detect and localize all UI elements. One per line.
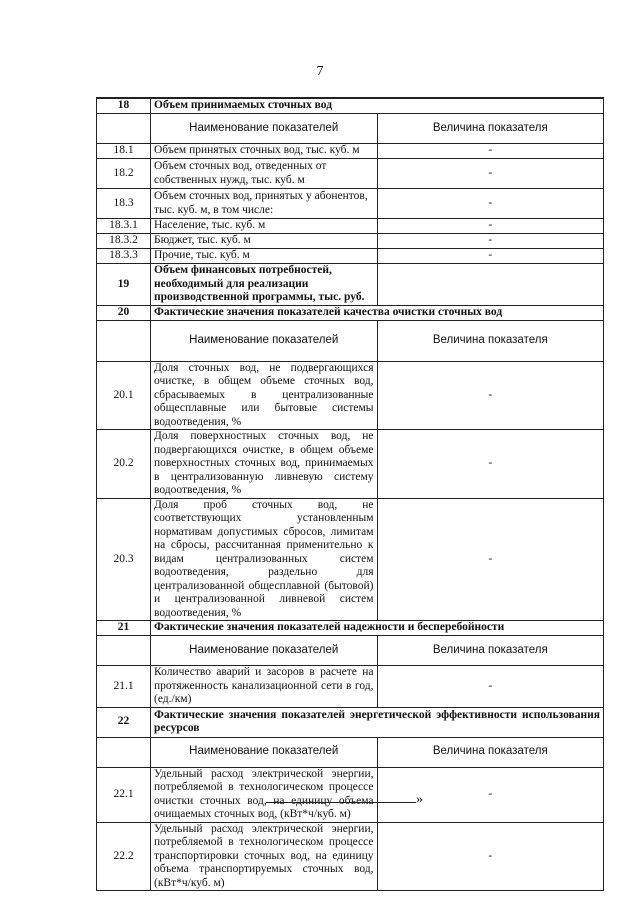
table-row xyxy=(97,361,604,430)
section-19-row xyxy=(97,264,604,306)
row-text: Удельный расход электрической энергии, потребляемой в технологическом процессе транспортировки сточных вод, на единицу объема транспортируемых сточных вод, (кВт*ч/куб. м) xyxy=(151,822,378,891)
row-text: Объем сточных вод, принятых у абонентов, тыс. куб. м, в том числе: xyxy=(151,189,378,219)
section-title: Объем принимаемых сточных вод xyxy=(151,98,604,114)
row-value: - xyxy=(377,498,604,621)
header-name: Наименование показателей xyxy=(151,636,378,666)
section-number: 20 xyxy=(97,305,151,320)
section-title: Фактические значения показателей качества очистки сточных вод xyxy=(151,305,604,320)
table-row xyxy=(97,189,604,219)
row-value: - xyxy=(377,189,604,219)
section-number: 18 xyxy=(97,98,151,114)
row-value: - xyxy=(377,234,604,249)
row-text: Объем сточных вод, отведенных от собственных нужд, тыс. куб. м xyxy=(151,159,378,189)
row-text: Доля сточных вод, не подвергающихся очистке, в общем объеме сточных вод, сбрасываемых в централизованные общесплавные или бытовые системы водоотведения, % xyxy=(151,361,378,430)
row-number: 20.1 xyxy=(97,361,151,430)
row-text: Доля поверхностных сточных вод, не подвергающихся очистке, в общем объеме поверхностных сточных вод, принимаемых в централизованную ливневую систему водоотведения, % xyxy=(151,430,378,499)
page-number: 7 xyxy=(316,64,324,79)
row-number: 18.3.2 xyxy=(97,234,151,249)
row-value: - xyxy=(377,144,604,159)
table-row xyxy=(97,666,604,708)
row-value: - xyxy=(377,219,604,234)
section-number: 19 xyxy=(97,264,151,306)
row-text: Количество аварий и засоров в расчете на протяженность канализационной сети в год, (ед./км) xyxy=(151,666,378,708)
row-text: Бюджет, тыс. куб. м xyxy=(151,234,378,249)
row-value: - xyxy=(377,822,604,891)
header-name: Наименование показателей xyxy=(151,114,378,144)
row-value: - xyxy=(377,666,604,708)
row-number: 21.1 xyxy=(97,666,151,708)
section-title: Объем финансовых потребностей, необходимый для реализации производственной программы, тыс. руб. xyxy=(151,264,378,306)
table-row xyxy=(97,234,604,249)
row-number: 18.2 xyxy=(97,159,151,189)
closing-quote-line xyxy=(266,790,423,808)
section-18-row xyxy=(97,98,604,114)
row-value: - xyxy=(377,430,604,499)
row-text: Доля проб сточных вод, не соответствующих установленным нормативам допустимых сбросов, лимитам на сбросы, рассчитанная применительно к видам централизованных систем водоотведения, раздельно для централизованной общесплавной (бытовой) и централизованной ливневой систем водоотведения, % xyxy=(151,498,378,621)
header-value: Величина показателя xyxy=(377,636,604,666)
table-row xyxy=(97,249,604,264)
section-20-row xyxy=(97,305,604,320)
row-number: 18.3.1 xyxy=(97,219,151,234)
header-row xyxy=(97,320,604,361)
signature-line xyxy=(266,790,416,803)
row-number: 20.3 xyxy=(97,498,151,621)
section-number: 21 xyxy=(97,621,151,636)
header-row xyxy=(97,114,604,144)
header-value: Величина показателя xyxy=(377,114,604,144)
row-value: - xyxy=(377,361,604,430)
header-row xyxy=(97,737,604,767)
row-number: 22.1 xyxy=(97,767,151,822)
row-number: 18.1 xyxy=(97,144,151,159)
table-row xyxy=(97,159,604,189)
row-number: 22.2 xyxy=(97,822,151,891)
header-name: Наименование показателей xyxy=(151,737,378,767)
section-title: Фактические значения показателей энергетической эффективности использования ресурсов xyxy=(151,707,604,737)
closing-quote: » xyxy=(416,792,423,807)
table-row xyxy=(97,822,604,891)
row-value: - xyxy=(377,249,604,264)
row-text: Население, тыс. куб. м xyxy=(151,219,378,234)
row-text: Объем принятых сточных вод, тыс. куб. м xyxy=(151,144,378,159)
row-value: - xyxy=(377,159,604,189)
header-name: Наименование показателей xyxy=(151,320,378,361)
row-number: 18.3.3 xyxy=(97,249,151,264)
row-number: 20.2 xyxy=(97,430,151,499)
row-text: Удельный расход электрической энергии, потребляемой в технологическом процессе очистки сточных вод, на единицу объема очищаемых сточных вод, (кВт*ч/куб. м) xyxy=(151,767,378,822)
section-title: Фактические значения показателей надежности и бесперебойности xyxy=(151,621,604,636)
table-row xyxy=(97,219,604,234)
indicators-table xyxy=(96,97,604,891)
header-value: Величина показателя xyxy=(377,737,604,767)
table-row xyxy=(97,144,604,159)
row-value: - xyxy=(377,767,604,822)
row-number: 18.3 xyxy=(97,189,151,219)
table-row xyxy=(97,430,604,499)
section-22-row xyxy=(97,707,604,737)
header-value: Величина показателя xyxy=(377,320,604,361)
section-21-row xyxy=(97,621,604,636)
header-row xyxy=(97,636,604,666)
section-number: 22 xyxy=(97,707,151,737)
row-text: Прочие, тыс. куб. м xyxy=(151,249,378,264)
table-row xyxy=(97,498,604,621)
